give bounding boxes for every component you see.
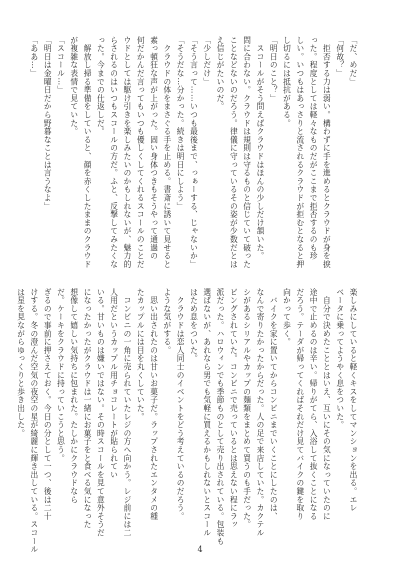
text-column: 「そう言って……いつも最後まで、っぁーする、じゃないか」 xyxy=(189,36,199,269)
text-column: ぎるので事前に押さえておく。今日の分として一つ、後は二十 xyxy=(43,288,53,521)
text-column: 派だった。ハロウィンでも季節ものとして売り出されている。包装も xyxy=(216,288,226,546)
text-column: いる。甘いものは嫌いではない。その時スコールを見て意外そうだ xyxy=(96,288,106,537)
text-column: なんで寄りたかったからだった。人の足で来店していた。カクテル xyxy=(255,288,265,537)
text-column: バイクを家に置いてからコンビニまでいくことにしたのは、 xyxy=(269,288,279,521)
text-column: った。今までの仕返しだ。 xyxy=(96,36,106,136)
text-column: だ。ケーキをクラウドに持っていこうと思う。 xyxy=(56,288,66,463)
text-column: 想像して嬉しい気持ちに包まれた。たしかにクラウドなら xyxy=(69,288,79,504)
text-column: しい。いつもはあっさりと流されるクラウドが拒むとなると押 xyxy=(295,36,305,269)
text-column: クラウドは恋人同士のイベントをどう考えているのだろう。 xyxy=(176,288,186,521)
text-column: 人用だというカップル用チョコレートが貼られてい xyxy=(109,288,119,479)
text-column: が複雑な表情で見ていた。 xyxy=(69,36,79,136)
text-column: たカップルには目を丸くしていた。 xyxy=(136,288,146,421)
text-column: 自分で決めたこととはいえ、互いにその気になっていたのに xyxy=(322,288,332,521)
text-column: 素っ頓狂な声が上がった。固い身体つきもそうやって通過の xyxy=(149,36,159,261)
text-column: 向かって歩く。 xyxy=(282,288,292,347)
text-column: だろう。テーダが帰ってくればそれだけ見てバイクの鍵を取り xyxy=(295,288,305,521)
text-column: ベータに乗ってようやく息をついた。 xyxy=(335,288,345,430)
text-column: 「何故？」 xyxy=(335,36,345,78)
text-column: 「明日は金曜日だから野暮なことは言うなよ」 xyxy=(43,36,53,211)
upper-text-block xyxy=(29,36,360,269)
text-column: し切るには抵抗がある。 xyxy=(282,36,292,128)
text-column: コンビニの一角に売られていたレジの方へ向かう。レジ前には二 xyxy=(122,288,132,537)
text-column: 楽しみにしていると軽くキスをしてマンションを出る。エレ xyxy=(349,288,358,513)
text-column: 「少しだけ」 xyxy=(202,36,212,86)
text-column: 「スコール…」 xyxy=(56,36,66,95)
text-column: 何だかんだ言ってもいつも優しくしてくれるスコールのことだ xyxy=(136,36,146,269)
text-column: 「明日のこと？」 xyxy=(269,36,279,103)
text-column: 問に合わない。クラウドは規則は守るものと信じていて破った xyxy=(242,36,252,269)
text-column: 解放し掃る準備をしていると、顔を赤くしたままのクラウド xyxy=(83,36,93,269)
text-column: ような気がする。 xyxy=(162,288,172,355)
text-column: 拒否する力は弱い。構わずに手を進めるとクラウドが身を捩 xyxy=(322,36,332,269)
text-column: った。程度としては軽々なものだがここまで拒否するのも珍 xyxy=(309,36,319,261)
text-column: 選ばないが、あれなら男でも気軽に買えるかもしれないとスコール xyxy=(202,288,212,537)
text-column: ウドとしては駆け引きを楽しみたいのかもしれないが、魅力的 xyxy=(122,36,132,269)
page-number: 4 xyxy=(197,545,203,554)
text-column: 途中で止めるのは辛い。帰りがてら、入浴して抜くことになる xyxy=(309,288,319,521)
text-column: シがあるシリアルやカップの麺類をまとめて買うのも手だった。 xyxy=(242,288,252,529)
text-column: ことなどないのだろう。律儀に守っているその姿が少数だとは xyxy=(229,36,239,269)
lower-text-block xyxy=(16,288,360,554)
text-column: 「ああ…」 xyxy=(29,36,39,78)
text-column: になったかったがクラウドは一緒にお菓子をと食べる気になった xyxy=(83,288,93,529)
text-column: 「そうだな…分かった。続きは明日にしよう」 xyxy=(176,36,186,211)
text-column: 思い出されたのは甘いお菓子だ。ラップされたエンタメの種 xyxy=(149,288,159,521)
text-column: は星を見ながらゆっくりと歩き出した。 xyxy=(16,288,26,438)
text-column: スコールがそう問えばクラウドはほんの少しだけ頷いた。 xyxy=(255,36,265,261)
text-column: クラウドの体をまさぐる手を止める。書斎に誘いて見せると xyxy=(162,36,172,269)
text-column: はため息をついた。 xyxy=(189,288,199,363)
text-column: 「だ、めだ」 xyxy=(349,36,358,86)
text-column: え信じがたいのだ。 xyxy=(216,36,226,111)
text-column: けする。冬の澄んだ空気の夜空の星が綺麗に輝き出している。スコール xyxy=(29,288,39,554)
text-column: らされるのはいつもスコールの方だ。ふと、反撃してみたくな xyxy=(109,36,119,269)
text-column: ビングされていた。コンビニで売っているとは思えない程にラッ xyxy=(229,288,239,529)
